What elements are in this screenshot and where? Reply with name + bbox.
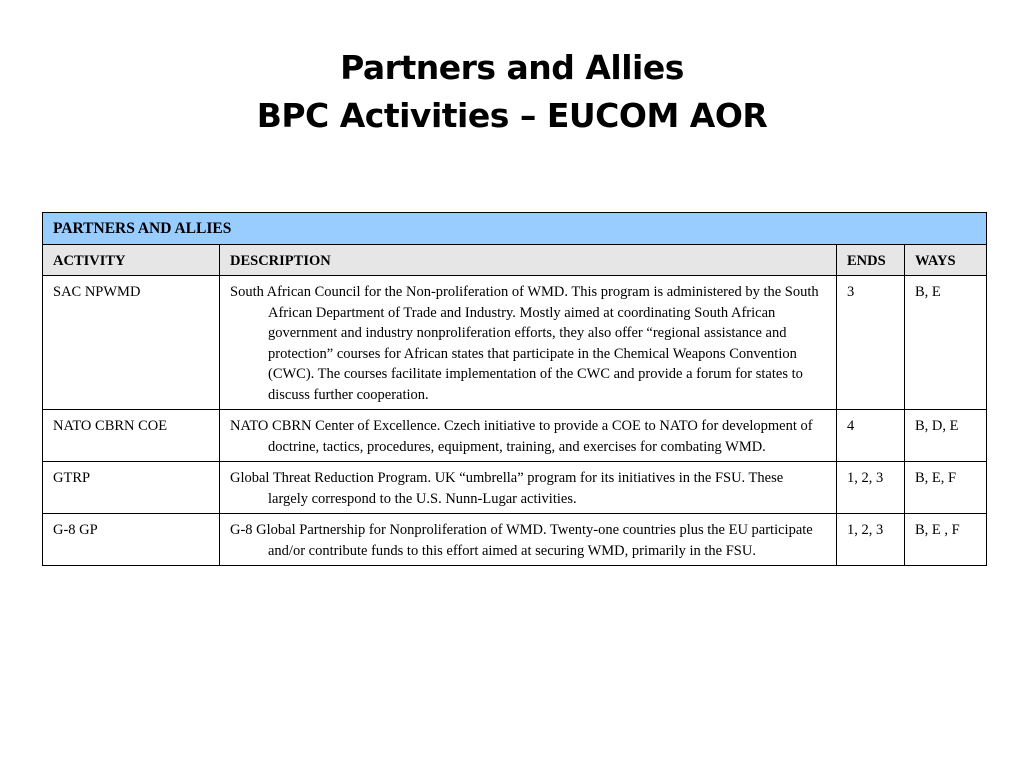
ways-cell: B, D, E bbox=[905, 410, 987, 462]
ways-cell: B, E, F bbox=[905, 462, 987, 514]
activities-table bbox=[42, 212, 987, 566]
table-row bbox=[43, 462, 987, 514]
ways-cell: B, E bbox=[905, 276, 987, 410]
ends-cell: 4 bbox=[837, 410, 905, 462]
activity-cell: GTRP bbox=[43, 462, 220, 514]
description-cell: Global Threat Reduction Program. UK “umbrella” program for its initiatives in the FSU. These largely correspond to the U.S. Nunn-Lugar activities. bbox=[220, 462, 837, 514]
ends-cell: 3 bbox=[837, 276, 905, 410]
activity-cell: SAC NPWMD bbox=[43, 276, 220, 410]
group-header-cell: PARTNERS AND ALLIES bbox=[43, 213, 987, 245]
description-cell: G-8 Global Partnership for Nonproliferation of WMD. Twenty-one countries plus the EU participate and/or contribute funds to this effort aimed at securing WMD, primarily in the FSU. bbox=[220, 514, 837, 566]
column-header-activity: ACTIVITY bbox=[43, 244, 220, 276]
column-header-row bbox=[43, 244, 987, 276]
ends-cell: 1, 2, 3 bbox=[837, 462, 905, 514]
description-cell: NATO CBRN Center of Excellence. Czech initiative to provide a COE to NATO for development of doctrine, tactics, procedures, equipment, training, and exercises for combating WMD. bbox=[220, 410, 837, 462]
title-line-1: Partners and Allies bbox=[340, 48, 684, 87]
group-header-row bbox=[43, 213, 987, 245]
column-header-ways: WAYS bbox=[905, 244, 987, 276]
title-line-2: BPC Activities – EUCOM AOR bbox=[256, 96, 768, 135]
table-row bbox=[43, 276, 987, 410]
ways-cell: B, E , F bbox=[905, 514, 987, 566]
table-row bbox=[43, 514, 987, 566]
column-header-ends: ENDS bbox=[837, 244, 905, 276]
activity-cell: NATO CBRN COE bbox=[43, 410, 220, 462]
activity-cell: G-8 GP bbox=[43, 514, 220, 566]
table-row bbox=[43, 410, 987, 462]
description-cell: South African Council for the Non-proliferation of WMD. This program is administered by the South African Department of Trade and Industry. Mostly aimed at coordinating South African government and industry nonproliferation efforts, they also offer “regional assistance and protection” courses for African states that participate in the Chemical Weapons Convention (CWC). The courses facilitate implementation of the CWC and provide a forum for states to discuss further cooperation. bbox=[220, 276, 837, 410]
column-header-description: DESCRIPTION bbox=[220, 244, 837, 276]
ends-cell: 1, 2, 3 bbox=[837, 514, 905, 566]
slide-title bbox=[0, 44, 1024, 140]
